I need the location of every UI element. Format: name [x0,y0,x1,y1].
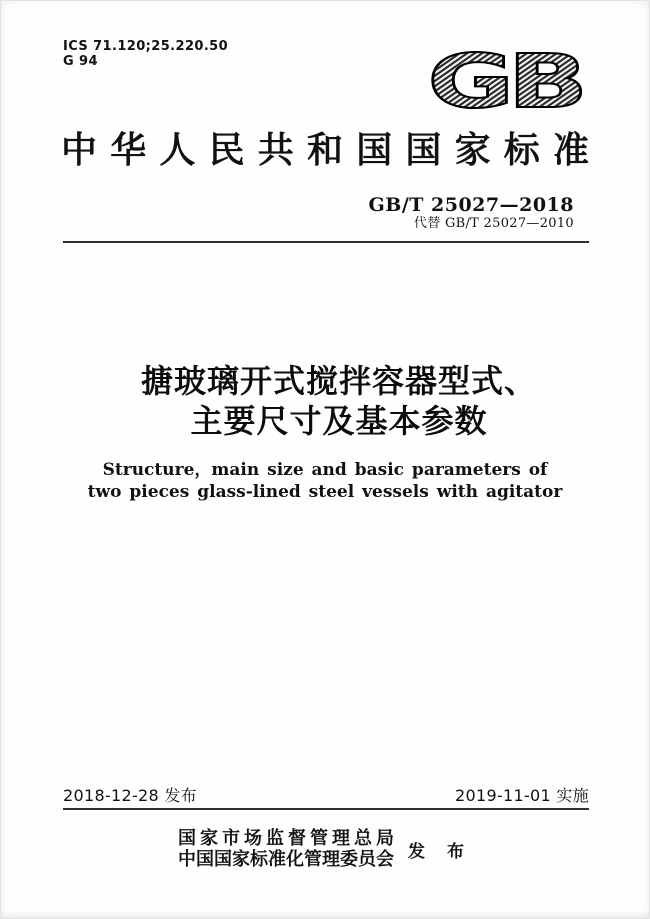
publisher-name-2: 中国国家标准化管理委员会 [178,849,395,870]
publisher-row [1,828,649,870]
standard-title-cn-line1: 搪玻璃开式搅拌容器型式、 [140,362,537,400]
header-rule [63,241,589,243]
standard-title-en-line2: two pieces glass-lined steel vessels with agitator [87,482,563,502]
date-row [63,787,589,805]
publisher-name-1: 国家市场监督管理总局 [178,828,395,849]
issue-date: 2018-12-28 发布 [63,786,197,805]
doc-class-code: G 94 [63,54,98,69]
standard-title-cn [15,361,650,441]
footer-rule [63,808,589,810]
publisher-names [178,828,394,870]
standard-title-en-line1: Structure，main size and basic parameters of [102,460,548,480]
standard-number: GB/T 25027—2018 [368,194,574,216]
national-standard-heading: 中华人民共和国国家标准 [61,129,589,171]
standard-title-cn-line2: 主要尺寸及基本参数 [190,402,488,440]
publish-label: 发 布 [408,841,472,862]
ics-code: ICS 71.120;25.220.50 [63,39,229,54]
gb-logo-icon [422,47,587,115]
replaces-note: 代替 GB/T 25027—2010 [413,216,574,231]
implement-date: 2019-11-01 实施 [455,786,589,805]
standard-title-en [1,459,649,503]
ics-block [63,39,228,69]
gb-logo-text: GB [427,47,582,115]
standard-number-block [369,195,574,232]
